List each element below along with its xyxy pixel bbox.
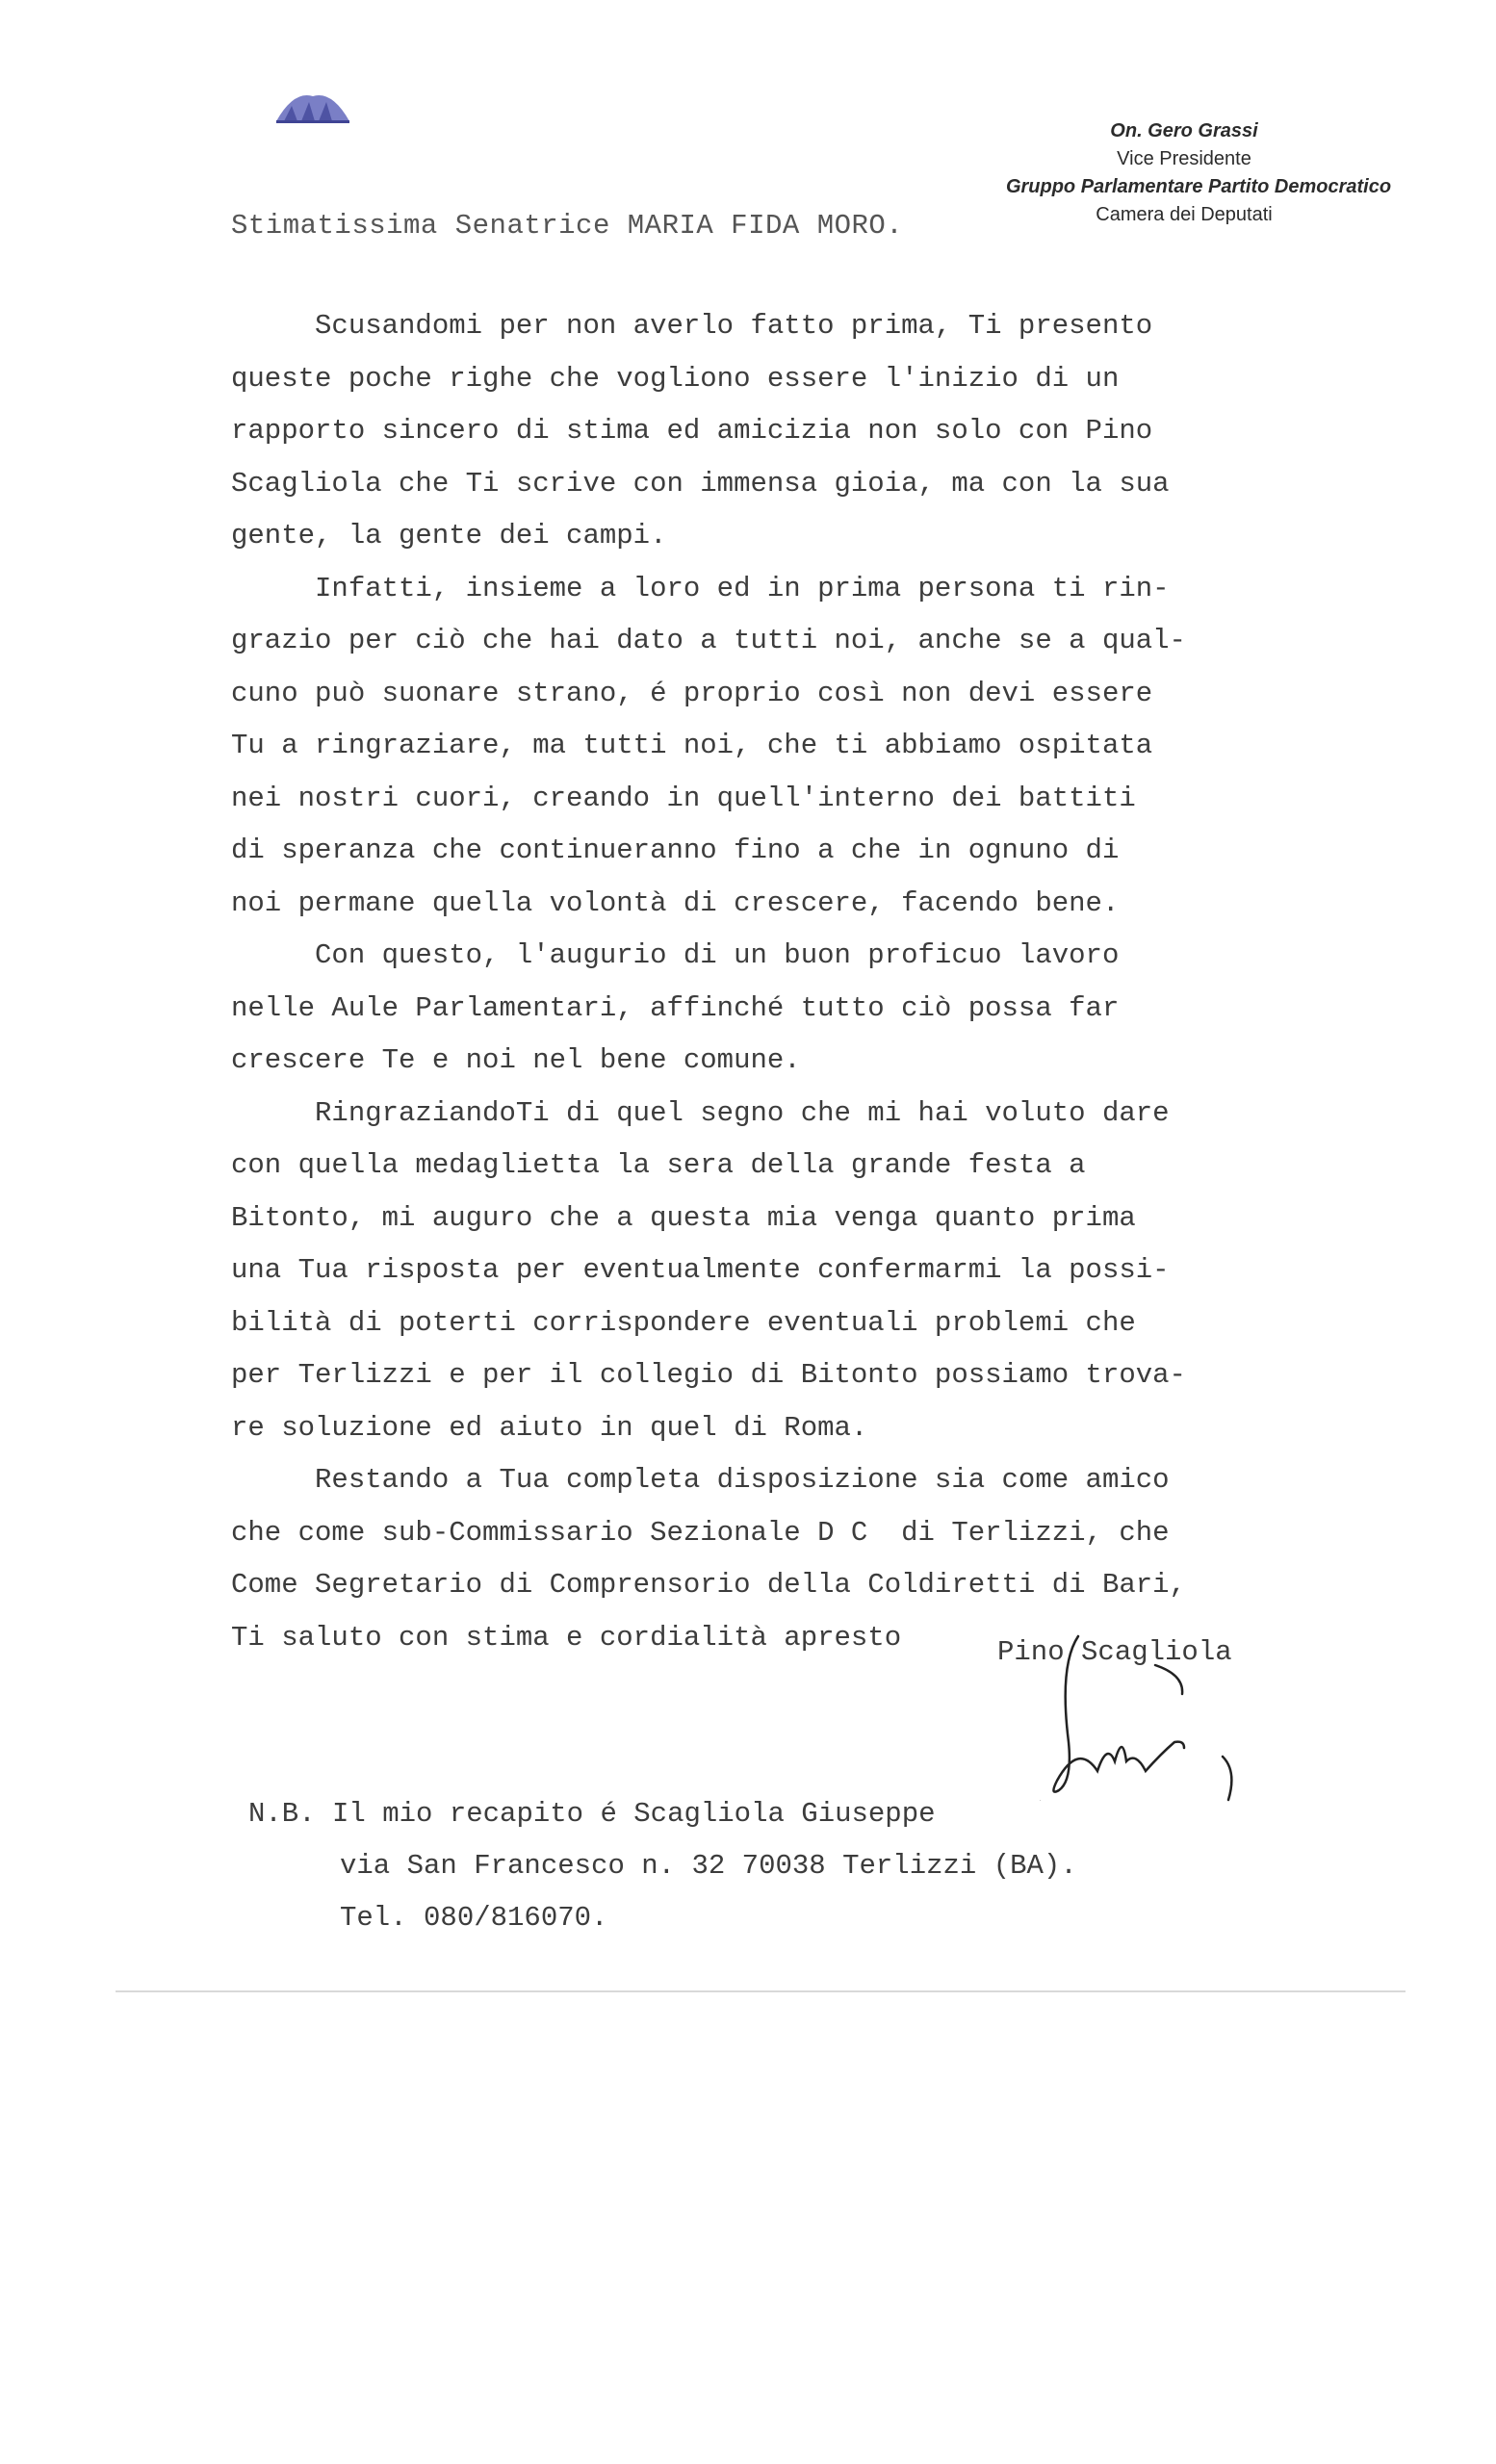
body-line: Infatti, insieme a loro ed in prima persona ti rin- bbox=[231, 572, 1170, 604]
signature-name: Pino Scagliola bbox=[997, 1636, 1232, 1668]
body-line: una Tua risposta per eventualmente confermarmi la possi- bbox=[231, 1254, 1170, 1286]
body-line: bilità di poterti corrispondere eventuali problemi che bbox=[231, 1306, 1136, 1339]
body-line: RingraziandoTi di quel segno che mi hai voluto dare bbox=[231, 1096, 1170, 1129]
nb-address: via San Francesco n. 32 70038 Terlizzi (BA). bbox=[340, 1850, 1077, 1882]
body-line: Ti saluto con stima e cordialità apresto bbox=[231, 1621, 902, 1654]
nb-line: N.B. Il mio recapito é Scagliola Giuseppe bbox=[248, 1798, 936, 1830]
body-line: per Terlizzi e per il collegio di Bitonto possiamo trova- bbox=[231, 1359, 1186, 1391]
body-line: crescere Te e noi nel bene comune. bbox=[231, 1044, 801, 1076]
parliament-logo bbox=[272, 89, 353, 127]
body-line: gente, la gente dei campi. bbox=[231, 520, 667, 552]
body-line: re soluzione ed aiuto in quel di Roma. bbox=[231, 1411, 868, 1444]
body-line: che come sub-Commissario Sezionale D C di Terlizzi, che bbox=[231, 1516, 1170, 1549]
body-line: rapporto sincero di stima ed amicizia non solo con Pino bbox=[231, 415, 1153, 447]
body-line: di speranza che continueranno fino a che in ognuno di bbox=[231, 834, 1120, 866]
body-line: con quella medaglietta la sera della grande festa a bbox=[231, 1149, 1086, 1181]
letterhead-role: Vice Presidente bbox=[1117, 148, 1251, 169]
nb-address-block bbox=[248, 1788, 1077, 1944]
nb-phone: Tel. 080/816070. bbox=[340, 1902, 608, 1934]
body-line: queste poche righe che vogliono essere l'inizio di un bbox=[231, 362, 1120, 395]
salutation: Stimatissima Senatrice MARIA FIDA MORO. bbox=[231, 210, 904, 242]
letter-body bbox=[231, 300, 1251, 1664]
body-line: Scusandomi per non averlo fatto prima, Ti presento bbox=[231, 310, 1153, 342]
body-line: Scagliola che Ti scrive con immensa gioia, ma con la sua bbox=[231, 467, 1170, 500]
letterhead bbox=[972, 117, 1396, 229]
body-line: Con questo, l'augurio di un buon proficuo lavoro bbox=[231, 939, 1120, 971]
body-line: nei nostri cuori, creando in quell'interno dei battiti bbox=[231, 782, 1136, 814]
letterhead-name: On. Gero Grassi bbox=[1110, 120, 1258, 141]
body-line: nelle Aule Parlamentari, affinché tutto ciò possa far bbox=[231, 991, 1120, 1024]
body-line: cuno può suonare strano, é proprio così non devi essere bbox=[231, 677, 1153, 709]
letterhead-group: Gruppo Parlamentare Partito Democratico bbox=[1005, 176, 1392, 197]
letterhead-chamber: Camera dei Deputati bbox=[1096, 204, 1273, 225]
body-line: grazio per ciò che hai dato a tutti noi, anche se a qual- bbox=[231, 625, 1186, 656]
body-line: Come Segretario di Comprensorio della Coldiretti di Bari, bbox=[231, 1569, 1186, 1601]
body-line: Restando a Tua completa disposizione sia come amico bbox=[231, 1464, 1170, 1496]
page-bottom-rule bbox=[116, 1990, 1406, 1992]
body-line: Tu a ringraziare, ma tutti noi, che ti abbiamo ospitata bbox=[231, 730, 1153, 761]
body-line: noi permane quella volontà di crescere, facendo bene. bbox=[231, 886, 1120, 919]
body-line: Bitonto, mi auguro che a questa mia venga quanto prima bbox=[231, 1201, 1136, 1234]
